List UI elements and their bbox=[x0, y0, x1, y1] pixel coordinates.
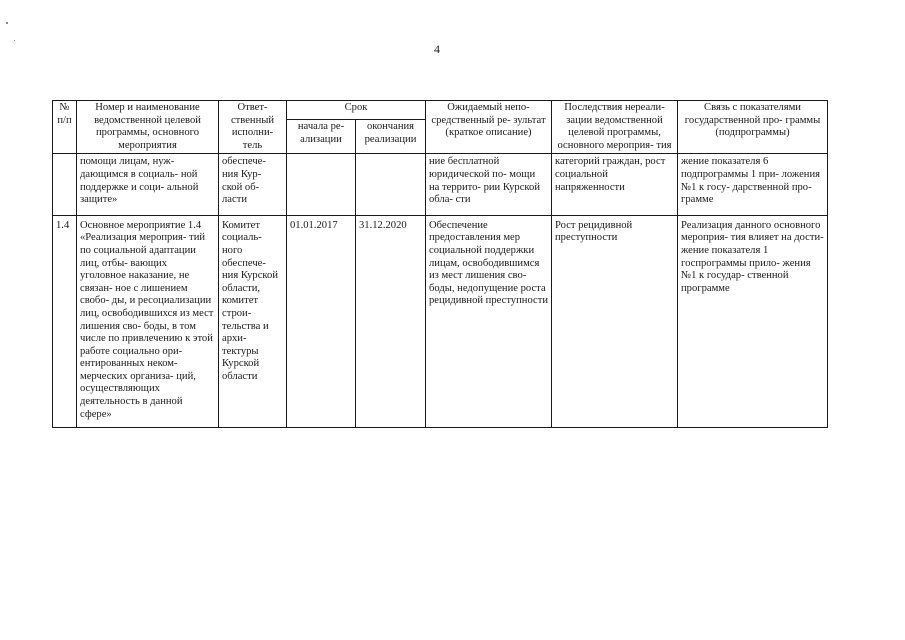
cell-executor: обеспече- ния Кур- ской об- ласти bbox=[219, 154, 287, 215]
cell-indicator-link: жение показателя 6 подпрограммы 1 при- ложения №1 к госу- дарственной про- грамме bbox=[678, 154, 828, 215]
table-row bbox=[53, 215, 828, 428]
activity-title: Основное мероприятие 1.4 bbox=[80, 219, 202, 231]
header-term-start: начала ре- ализации bbox=[287, 120, 356, 154]
header-consequences: Последствия нереали- зации ведомственной целевой программы, основного мероприя- тия bbox=[552, 101, 678, 154]
cell-consequences: категорий граждан, рост социальной напряженности bbox=[552, 154, 678, 215]
cell-name: помощи лицам, нуж- дающимся в социаль- ной поддержке и соци- альной защите» bbox=[77, 154, 219, 215]
cell-name bbox=[77, 215, 219, 428]
activity-description: «Реализация мероприя- тий по социальной адаптации лиц, отбы- вающих уголовное наказание, не связан- ное с лишением свобо- ды, и ресоциализации лиц, освободившихся из мест лишения сво- боды, в том числе по привлечению к этой работе социально ори- ентированных неком- мерческих организа- ций, осуществляющих деятельность в данной сфере» bbox=[80, 232, 214, 420]
cell-term-start: 01.01.2017 bbox=[287, 215, 356, 428]
cell-expected-result: ние бесплатной юридической по- мощи на террито- рии Курской обла- сти bbox=[426, 154, 552, 215]
header-term: Срок bbox=[287, 101, 426, 120]
header-expected-result: Ожидаемый непо- средственный ре- зультат (краткое описание) bbox=[426, 101, 552, 154]
cell-term-start bbox=[287, 154, 356, 215]
cell-expected-result: Обеспечение предоставления мер социальной поддержки лицам, освободившимся из мест лишения сво- боды, недопущение роста рецидивной преступности bbox=[426, 215, 552, 428]
scan-artifact bbox=[6, 22, 8, 24]
cell-num bbox=[53, 154, 77, 215]
cell-num: 1.4 bbox=[53, 215, 77, 428]
table-header-row bbox=[53, 101, 828, 120]
table-row bbox=[53, 154, 828, 215]
header-indicator-link: Связь с показателями государственной про- граммы (подпрограммы) bbox=[678, 101, 828, 154]
header-executor: Ответ- ственный исполни- тель bbox=[219, 101, 287, 154]
page-number: 4 bbox=[434, 42, 440, 56]
cell-indicator-link: Реализация данного основного мероприя- тия влияет на дости- жение показателя 1 госпрограммы прило- жения №1 к государ- ственной программе bbox=[678, 215, 828, 428]
program-table bbox=[52, 100, 828, 428]
header-term-end: окончания реализации bbox=[356, 120, 426, 154]
cell-term-end bbox=[356, 154, 426, 215]
scan-artifact bbox=[14, 40, 15, 41]
cell-term-end: 31.12.2020 bbox=[356, 215, 426, 428]
header-num: № п/п bbox=[53, 101, 77, 154]
cell-consequences: Рост рецидивной преступности bbox=[552, 215, 678, 428]
header-name: Номер и наименование ведомственной целевой программы, основного мероприятия bbox=[77, 101, 219, 154]
cell-executor: Комитет социаль- ного обеспече- ния Курской области, комитет строи- тельства и архи- тектуры Курской области bbox=[219, 215, 287, 428]
